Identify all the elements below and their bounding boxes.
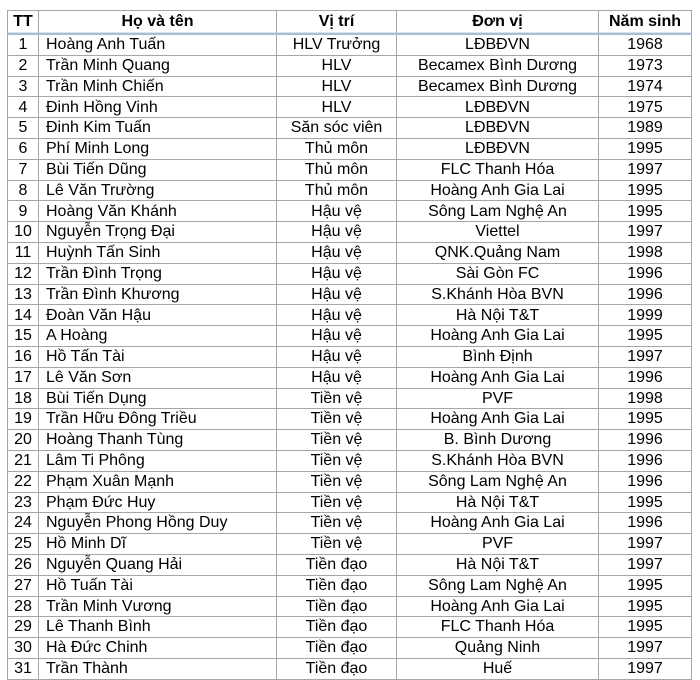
cell-position: Tiền vệ <box>277 409 397 430</box>
cell-unit: LĐBĐVN <box>397 118 599 139</box>
cell-name: Trần Đình Trọng <box>39 263 277 284</box>
cell-name: Trần Hữu Đông Triều <box>39 409 277 430</box>
cell-unit: LĐBĐVN <box>397 97 599 118</box>
cell-birth-year: 1995 <box>599 201 692 222</box>
header-row <box>8 11 692 35</box>
cell-birth-year: 1996 <box>599 513 692 534</box>
table-row <box>8 305 692 326</box>
cell-position: Tiền vệ <box>277 471 397 492</box>
cell-position: Thủ môn <box>277 159 397 180</box>
cell-unit: Becamex Bình Dương <box>397 55 599 76</box>
cell-name: Trần Minh Chiến <box>39 76 277 97</box>
cell-birth-year: 1995 <box>599 138 692 159</box>
cell-unit: Hoàng Anh Gia Lai <box>397 596 599 617</box>
table-row <box>8 513 692 534</box>
cell-position: Tiền vệ <box>277 534 397 555</box>
cell-unit: PVF <box>397 534 599 555</box>
cell-tt: 5 <box>8 118 39 139</box>
cell-birth-year: 1995 <box>599 180 692 201</box>
cell-tt: 27 <box>8 575 39 596</box>
cell-birth-year: 1996 <box>599 263 692 284</box>
table-row <box>8 450 692 471</box>
cell-position: Hậu vệ <box>277 305 397 326</box>
cell-position: Tiền vệ <box>277 513 397 534</box>
cell-name: Lê Thanh Bình <box>39 617 277 638</box>
cell-tt: 26 <box>8 554 39 575</box>
cell-unit: LĐBĐVN <box>397 138 599 159</box>
cell-tt: 17 <box>8 367 39 388</box>
cell-position: Hậu vệ <box>277 326 397 347</box>
table-row <box>8 575 692 596</box>
cell-tt: 30 <box>8 638 39 659</box>
cell-unit: B. Bình Dương <box>397 430 599 451</box>
cell-tt: 6 <box>8 138 39 159</box>
header-name: Họ và tên <box>39 11 277 35</box>
cell-name: Bùi Tiến Dũng <box>39 159 277 180</box>
cell-tt: 4 <box>8 97 39 118</box>
table-row <box>8 242 692 263</box>
cell-unit: Sông Lam Nghệ An <box>397 575 599 596</box>
cell-tt: 16 <box>8 346 39 367</box>
cell-unit: S.Khánh Hòa BVN <box>397 450 599 471</box>
table-row <box>8 118 692 139</box>
cell-position: Hậu vệ <box>277 263 397 284</box>
cell-birth-year: 1997 <box>599 638 692 659</box>
cell-name: Phí Minh Long <box>39 138 277 159</box>
cell-position: Tiền đạo <box>277 617 397 638</box>
cell-unit: FLC Thanh Hóa <box>397 617 599 638</box>
cell-name: Nguyễn Trọng Đại <box>39 222 277 243</box>
table-row <box>8 409 692 430</box>
cell-unit: Hoàng Anh Gia Lai <box>397 409 599 430</box>
table-row <box>8 658 692 679</box>
header-position: Vị trí <box>277 11 397 35</box>
cell-name: Hoàng Thanh Tùng <box>39 430 277 451</box>
cell-tt: 22 <box>8 471 39 492</box>
cell-unit: Hoàng Anh Gia Lai <box>397 326 599 347</box>
cell-name: Lê Văn Trường <box>39 180 277 201</box>
cell-birth-year: 1995 <box>599 596 692 617</box>
cell-tt: 28 <box>8 596 39 617</box>
cell-birth-year: 1974 <box>599 76 692 97</box>
table-row <box>8 159 692 180</box>
table-row <box>8 492 692 513</box>
cell-position: Tiền vệ <box>277 450 397 471</box>
cell-tt: 21 <box>8 450 39 471</box>
cell-unit: FLC Thanh Hóa <box>397 159 599 180</box>
cell-unit: Hà Nội T&T <box>397 554 599 575</box>
cell-birth-year: 1975 <box>599 97 692 118</box>
cell-name: Lê Văn Sơn <box>39 367 277 388</box>
cell-position: Hậu vệ <box>277 284 397 305</box>
cell-unit: LĐBĐVN <box>397 34 599 55</box>
cell-position: Săn sóc viên <box>277 118 397 139</box>
cell-name: Hà Đức Chinh <box>39 638 277 659</box>
cell-position: Tiền đạo <box>277 638 397 659</box>
cell-name: Huỳnh Tấn Sinh <box>39 242 277 263</box>
cell-tt: 23 <box>8 492 39 513</box>
cell-tt: 10 <box>8 222 39 243</box>
cell-name: Hồ Tuấn Tài <box>39 575 277 596</box>
cell-position: HLV <box>277 76 397 97</box>
cell-name: A Hoàng <box>39 326 277 347</box>
table-header <box>8 11 692 35</box>
table-row <box>8 284 692 305</box>
cell-unit: QNK.Quảng Nam <box>397 242 599 263</box>
cell-unit: Sông Lam Nghệ An <box>397 471 599 492</box>
header-birth-year: Năm sinh <box>599 11 692 35</box>
header-unit: Đơn vị <box>397 11 599 35</box>
cell-birth-year: 1995 <box>599 326 692 347</box>
cell-unit: S.Khánh Hòa BVN <box>397 284 599 305</box>
cell-birth-year: 1997 <box>599 222 692 243</box>
cell-unit: Becamex Bình Dương <box>397 76 599 97</box>
cell-name: Hồ Minh Dĩ <box>39 534 277 555</box>
cell-tt: 29 <box>8 617 39 638</box>
cell-birth-year: 1968 <box>599 34 692 55</box>
cell-tt: 20 <box>8 430 39 451</box>
cell-name: Nguyễn Phong Hồng Duy <box>39 513 277 534</box>
cell-position: HLV <box>277 55 397 76</box>
cell-name: Lâm Ti Phông <box>39 450 277 471</box>
cell-name: Nguyễn Quang Hải <box>39 554 277 575</box>
table-row <box>8 346 692 367</box>
table-row <box>8 326 692 347</box>
cell-tt: 19 <box>8 409 39 430</box>
cell-name: Đinh Hồng Vinh <box>39 97 277 118</box>
table-row <box>8 222 692 243</box>
cell-birth-year: 1995 <box>599 617 692 638</box>
table-row <box>8 138 692 159</box>
cell-position: Tiền vệ <box>277 492 397 513</box>
cell-name: Trần Thành <box>39 658 277 679</box>
cell-birth-year: 1995 <box>599 492 692 513</box>
table-row <box>8 55 692 76</box>
table-row <box>8 596 692 617</box>
cell-birth-year: 1997 <box>599 346 692 367</box>
cell-unit: Hoàng Anh Gia Lai <box>397 367 599 388</box>
cell-position: Tiền đạo <box>277 596 397 617</box>
cell-position: Tiền vệ <box>277 430 397 451</box>
cell-tt: 24 <box>8 513 39 534</box>
cell-birth-year: 1997 <box>599 159 692 180</box>
cell-position: Thủ môn <box>277 138 397 159</box>
cell-position: Tiền đạo <box>277 575 397 596</box>
cell-unit: Sài Gòn FC <box>397 263 599 284</box>
cell-position: HLV <box>277 97 397 118</box>
cell-birth-year: 1998 <box>599 388 692 409</box>
table-row <box>8 617 692 638</box>
table-body <box>8 34 692 679</box>
header-tt: TT <box>8 11 39 35</box>
table-row <box>8 263 692 284</box>
cell-birth-year: 1997 <box>599 534 692 555</box>
cell-unit: Sông Lam Nghệ An <box>397 201 599 222</box>
table-row <box>8 554 692 575</box>
squad-table <box>7 10 692 680</box>
cell-birth-year: 1996 <box>599 450 692 471</box>
table-row <box>8 471 692 492</box>
table-row <box>8 638 692 659</box>
cell-unit: Hà Nội T&T <box>397 305 599 326</box>
cell-position: Tiền đạo <box>277 658 397 679</box>
table-row <box>8 367 692 388</box>
cell-birth-year: 1996 <box>599 367 692 388</box>
table-row <box>8 201 692 222</box>
cell-tt: 7 <box>8 159 39 180</box>
cell-name: Trần Minh Quang <box>39 55 277 76</box>
cell-tt: 1 <box>8 34 39 55</box>
cell-tt: 18 <box>8 388 39 409</box>
cell-name: Phạm Xuân Mạnh <box>39 471 277 492</box>
cell-birth-year: 1973 <box>599 55 692 76</box>
cell-position: Thủ môn <box>277 180 397 201</box>
cell-unit: Quảng Ninh <box>397 638 599 659</box>
cell-unit: Viettel <box>397 222 599 243</box>
cell-birth-year: 1998 <box>599 242 692 263</box>
cell-unit: PVF <box>397 388 599 409</box>
cell-tt: 3 <box>8 76 39 97</box>
table-row <box>8 97 692 118</box>
cell-name: Hồ Tấn Tài <box>39 346 277 367</box>
cell-position: Hậu vệ <box>277 367 397 388</box>
cell-tt: 9 <box>8 201 39 222</box>
cell-birth-year: 1995 <box>599 575 692 596</box>
table-row <box>8 180 692 201</box>
cell-tt: 15 <box>8 326 39 347</box>
cell-tt: 12 <box>8 263 39 284</box>
cell-birth-year: 1989 <box>599 118 692 139</box>
cell-name: Trần Đình Khương <box>39 284 277 305</box>
cell-name: Phạm Đức Huy <box>39 492 277 513</box>
cell-tt: 8 <box>8 180 39 201</box>
cell-name: Đinh Kim Tuấn <box>39 118 277 139</box>
table-row <box>8 388 692 409</box>
cell-name: Hoàng Văn Khánh <box>39 201 277 222</box>
cell-tt: 2 <box>8 55 39 76</box>
cell-birth-year: 1996 <box>599 430 692 451</box>
cell-birth-year: 1995 <box>599 409 692 430</box>
cell-position: HLV Trưởng <box>277 34 397 55</box>
squad-table-container <box>7 10 692 680</box>
cell-birth-year: 1996 <box>599 284 692 305</box>
cell-position: Hậu vệ <box>277 222 397 243</box>
cell-unit: Huế <box>397 658 599 679</box>
cell-birth-year: 1999 <box>599 305 692 326</box>
cell-position: Hậu vệ <box>277 242 397 263</box>
cell-position: Hậu vệ <box>277 346 397 367</box>
cell-tt: 11 <box>8 242 39 263</box>
cell-unit: Hoàng Anh Gia Lai <box>397 513 599 534</box>
cell-birth-year: 1997 <box>599 554 692 575</box>
table-row <box>8 430 692 451</box>
cell-name: Hoàng Anh Tuấn <box>39 34 277 55</box>
cell-tt: 13 <box>8 284 39 305</box>
table-row <box>8 534 692 555</box>
cell-unit: Bình Định <box>397 346 599 367</box>
cell-name: Đoàn Văn Hậu <box>39 305 277 326</box>
cell-tt: 31 <box>8 658 39 679</box>
cell-tt: 14 <box>8 305 39 326</box>
cell-name: Bùi Tiến Dụng <box>39 388 277 409</box>
cell-birth-year: 1997 <box>599 658 692 679</box>
cell-name: Trần Minh Vương <box>39 596 277 617</box>
table-row <box>8 34 692 55</box>
cell-position: Tiền vệ <box>277 388 397 409</box>
cell-tt: 25 <box>8 534 39 555</box>
cell-unit: Hoàng Anh Gia Lai <box>397 180 599 201</box>
cell-birth-year: 1996 <box>599 471 692 492</box>
cell-position: Tiền đạo <box>277 554 397 575</box>
cell-unit: Hà Nội T&T <box>397 492 599 513</box>
cell-position: Hậu vệ <box>277 201 397 222</box>
table-row <box>8 76 692 97</box>
